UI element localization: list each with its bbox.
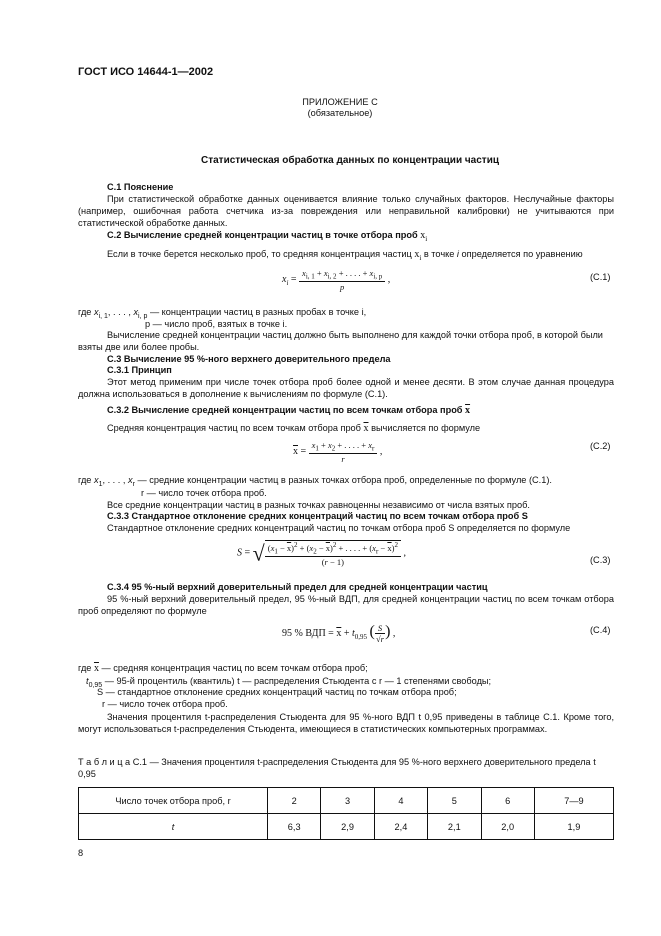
c31-text: Этот метод применим при числе точек отбора проб более одной и менее десяти. В этом случае данная процедура должна использоваться в дополнение к вычислениям по формуле (С.1). bbox=[78, 377, 614, 399]
c1-heading: С.1 Пояснение bbox=[107, 182, 174, 192]
page-header: ГОСТ ИСО 14644-1—2002 bbox=[78, 66, 214, 78]
eq-c2-number: (С.2) bbox=[590, 441, 611, 451]
table-cell: 1,9 bbox=[534, 814, 613, 840]
c33-heading: С.3.3 Стандартное отклонение средних концентраций частиц по всем точкам отбора проб S bbox=[107, 511, 528, 521]
c3-heading: С.3 Вычисление 95 %-ного верхнего доверительного предела bbox=[107, 354, 391, 364]
table-cell: 3 bbox=[321, 788, 374, 814]
data-table bbox=[78, 787, 614, 840]
c31-heading: С.3.1 Принцип bbox=[107, 365, 172, 375]
c34-where3: S — стандартное отклонение средних концентраций частиц по точкам отбора проб; bbox=[97, 687, 457, 697]
equation-c4: 95 % ВДП = $\overline{x} + t_{0,95}$ ( $\frac{S}{√r}$ ) , bbox=[282, 623, 396, 645]
table-cell: 7—9 bbox=[534, 788, 613, 814]
equation-c2: $\overline{x}$ = $\frac{x_1 + x_2 + . . . . + x_r}{r}$ , bbox=[293, 440, 383, 464]
table-cell: 2,1 bbox=[428, 814, 481, 840]
c32-text: Средняя концентрация частиц по всем точкам отбора проб $\overline{x}$ вычисляется по формуле bbox=[107, 423, 481, 434]
eq-c4-number: (С.4) bbox=[590, 625, 611, 635]
table-cell: 2,4 bbox=[374, 814, 427, 840]
eq-c1-number: (С.1) bbox=[590, 272, 611, 282]
table-cell: 6 bbox=[481, 788, 534, 814]
eq-c3-number: (С.3) bbox=[590, 555, 611, 565]
c2-text: Если в точке берется несколько проб, то средняя концентрация частиц $x_i$ в точке i определяется по уравнению bbox=[107, 249, 583, 262]
table-cell: 4 bbox=[374, 788, 427, 814]
table-caption: Т а б л и ц а С.1 — Значения процентиля t-распределения Стьюдента для 95 %-ного верхнего доверительного предела t 0,95 bbox=[78, 757, 596, 779]
equation-c1: $x_i$ = $\frac{x_{i, 1} + x_{i, 2} + . . . . + x_{i, p}}{p}$ , bbox=[282, 268, 391, 292]
c2-where2: p — число проб, взятых в точке i. bbox=[145, 319, 288, 329]
table-cell: 6,3 bbox=[268, 814, 321, 840]
c32-note: Все средние концентрации частиц в разных точках равноценны независимо от числа взятых проб. bbox=[107, 500, 530, 510]
c34-text: 95 %-ный верхний доверительный предел, 95 %-ный ВДП, для средней концентрации частиц по всем точкам отбора проб определяют по формуле bbox=[78, 594, 614, 616]
equation-c3: S = √ $\frac{(x_1 - \overline{x})^2 + (x_2 - \overline{x})^2 + . . . . + (x_r - \overline{x})^2}{(r - 1)}$ , bbox=[237, 540, 406, 567]
c33-text: Стандартное отклонение средних концентраций частиц по точкам отбора проб S определяется по формуле bbox=[107, 523, 571, 533]
table-cell: 2,9 bbox=[321, 814, 374, 840]
c34-where1: где $\overline{x}$ — средняя концентрация частиц по всем точкам отбора проб; bbox=[78, 663, 368, 674]
row-label: t bbox=[79, 814, 268, 840]
c2-heading: С.2 Вычисление средней концентрации частиц в точке отбора проб $x_i$ bbox=[107, 230, 428, 243]
table-cell: 2,0 bbox=[481, 814, 534, 840]
c32-where1: где $x_1$, . . . , $x_r$ — средние концентрации частиц в разных точках отбора проб, определенные по формуле (С.1). bbox=[78, 475, 552, 488]
table-cell: 2 bbox=[268, 788, 321, 814]
row-label: Число точек отбора проб, r bbox=[79, 788, 268, 814]
c2-note: Вычисление средней концентрации частиц должно быть выполнено для каждой точки отбора проб, в которой были взяты две или более пробы. bbox=[78, 330, 603, 352]
appendix-subtitle: (обязательное) bbox=[307, 108, 373, 118]
page-number: 8 bbox=[78, 848, 84, 858]
c34-where4: r — число точек отбора проб. bbox=[102, 699, 228, 709]
table-row bbox=[79, 814, 614, 840]
c34-heading: С.3.4 95 %-ный верхний доверительный предел для средней концентрации частиц bbox=[107, 582, 488, 592]
table-row bbox=[79, 788, 614, 814]
c32-where2: r — число точек отбора проб. bbox=[141, 488, 267, 498]
main-title: Статистическая обработка данных по концентрации частиц bbox=[200, 155, 500, 166]
c1-text: При статистической обработке данных оценивается влияние только случайных факторов. Неслучайные факторы (например, ошибочная работа счетчика из-за повреждения или неправильной калибровки) не учитываются при статистической обработке данных. bbox=[78, 194, 614, 228]
c34-final-text: Значения процентиля t-распределения Стьюдента для 95 %-ного ВДП t 0,95 приведены в таблице С.1. Кроме того, могут использоваться t-распределения Стьюдента, имеющиеся в статистических компьютерных программах. bbox=[78, 712, 614, 734]
appendix-title: ПРИЛОЖЕНИЕ С bbox=[302, 97, 378, 107]
table-cell: 5 bbox=[428, 788, 481, 814]
c32-heading: С.3.2 Вычисление средней концентрации частиц по всем точкам отбора проб $\overline{x}$ bbox=[107, 405, 471, 416]
c2-where1: где $x_{i, 1}$, . . . , $x_{i, p}$ — концентрации частиц в разных пробах в точке i, bbox=[78, 307, 367, 320]
eq4-label: 95 % ВДП = bbox=[282, 628, 334, 639]
c34-where2: $t_{0,95}$ — 95-й процентиль (квантиль) t — распределения Стьюдента с r — 1 степенями свободы; bbox=[86, 676, 492, 689]
